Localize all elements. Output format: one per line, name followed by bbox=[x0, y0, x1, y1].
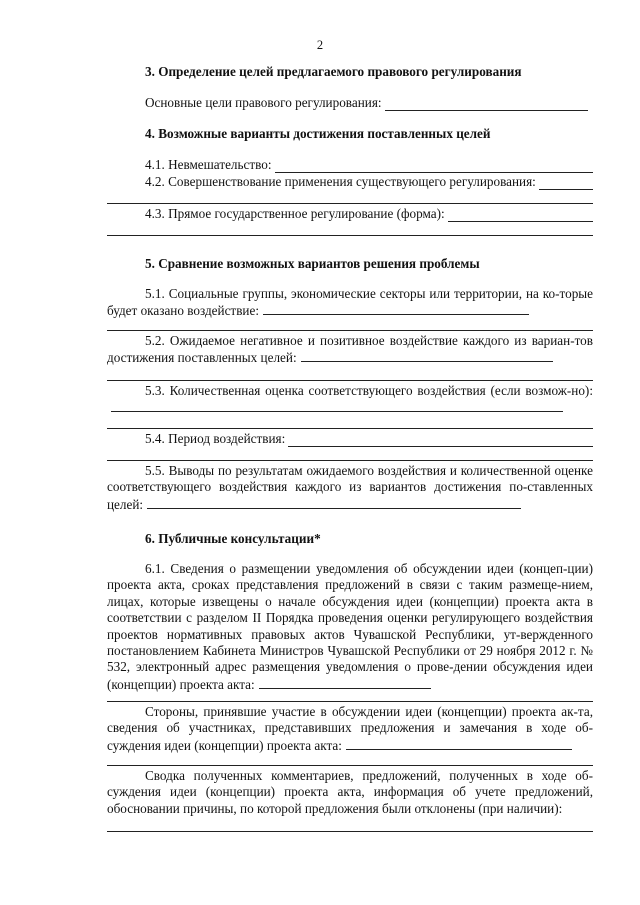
parties-text bbox=[107, 704, 593, 754]
summary-label: Сводка полученных комментариев, предложений, полученных в ходе об-суждения идеи (концепции) проекта акта, информация об учете предложений, обосновании причины, по которой предложения были отклонены (при наличии): bbox=[107, 768, 593, 816]
item-5-4-label: 5.4. Период воздействия: bbox=[145, 431, 286, 446]
item-4-2-continuation-line[interactable] bbox=[107, 203, 593, 204]
item-4-3-continuation-line[interactable] bbox=[107, 235, 593, 236]
goals-row bbox=[145, 95, 588, 111]
item-5-2-text bbox=[107, 333, 593, 367]
item-5-3-text bbox=[107, 383, 593, 417]
item-4-2-row bbox=[145, 174, 593, 190]
item-4-3-blank[interactable] bbox=[448, 209, 593, 222]
item-4-2-label: 4.2. Совершенствование применения существующего регулирования: bbox=[145, 174, 536, 189]
page-number: 2 bbox=[316, 38, 324, 52]
section-3-heading: 3. Определение целей предлагаемого правового регулирования bbox=[145, 64, 522, 79]
item-4-1-blank[interactable] bbox=[275, 160, 593, 173]
goals-blank[interactable] bbox=[385, 98, 588, 111]
item-6-1-line[interactable] bbox=[107, 701, 593, 702]
item-5-1-line[interactable] bbox=[107, 330, 593, 331]
item-5-2-label: 5.2. Ожидаемое негативное и позитивное воздействие каждого из вариан-тов достижения поставленных целей: bbox=[107, 333, 593, 366]
item-5-1-text bbox=[107, 286, 593, 320]
item-5-1-blank[interactable] bbox=[263, 302, 529, 315]
item-4-3-label: 4.3. Прямое государственное регулирование (форма): bbox=[145, 206, 445, 221]
item-4-3-row bbox=[145, 206, 593, 222]
summary-line[interactable] bbox=[107, 831, 593, 832]
item-5-3-label: 5.3. Количественная оценка соответствующего воздействия (если возмож-но): bbox=[145, 383, 593, 398]
parties-blank[interactable] bbox=[346, 737, 572, 750]
section-4-heading: 4. Возможные варианты достижения поставленных целей bbox=[145, 126, 491, 141]
section-6-heading: 6. Публичные консультации* bbox=[145, 531, 321, 546]
item-5-5-text bbox=[107, 463, 593, 513]
parties-label: Стороны, принявшие участие в обсуждении идеи (концепции) проекта ак-та, сведения об участниках, представивших предложения и замечания в ходе об-суждения идеи (концепции) проекта акта: bbox=[107, 704, 593, 753]
section-5-heading: 5. Сравнение возможных вариантов решения проблемы bbox=[145, 256, 480, 271]
item-5-4-blank[interactable] bbox=[288, 434, 593, 447]
parties-line[interactable] bbox=[107, 765, 593, 766]
summary-text bbox=[107, 768, 593, 817]
item-6-1-blank[interactable] bbox=[259, 676, 431, 689]
item-5-3-blank[interactable] bbox=[111, 399, 563, 412]
item-5-4-line[interactable] bbox=[107, 460, 593, 461]
item-4-1-row bbox=[145, 157, 593, 173]
item-6-1-label: 6.1. Сведения о размещении уведомления об обсуждении идеи (концеп-ции) проекта акта, сроках представления предложений в связи с таким размеще-нием, лицах, которые извещены о начале обсуждения идеи (концепции) проекта акта в соответствии с разделом II Порядка проведения оценки регулирующего воздействия проектов нормативных правовых актов Чувашской Республики, ут-вержденного постановлением Кабинета Министров Чувашской Республики от 29 ноября 2012 г. № 532, электронный адрес размещения уведомления о прове-дении обсуждения идеи (концепции) проекта акта: bbox=[107, 561, 593, 692]
item-5-4-row bbox=[145, 431, 593, 447]
item-5-2-blank[interactable] bbox=[301, 349, 553, 362]
goals-label: Основные цели правового регулирования: bbox=[145, 95, 382, 110]
item-5-1-label: 5.1. Социальные группы, экономические секторы или территории, на ко-торые будет оказано воздействие: bbox=[107, 286, 593, 319]
item-4-1-label: 4.1. Невмешательство: bbox=[145, 157, 272, 172]
item-5-5-label: 5.5. Выводы по результатам ожидаемого воздействия и количественной оценке соответствующего воздействия каждого из вариантов достижения по-ставленных целей: bbox=[107, 463, 593, 512]
item-6-1-text bbox=[107, 561, 593, 693]
item-5-5-blank[interactable] bbox=[147, 496, 521, 509]
item-5-2-line[interactable] bbox=[107, 380, 593, 381]
item-5-3-line[interactable] bbox=[107, 428, 593, 429]
item-4-2-blank[interactable] bbox=[539, 177, 593, 190]
